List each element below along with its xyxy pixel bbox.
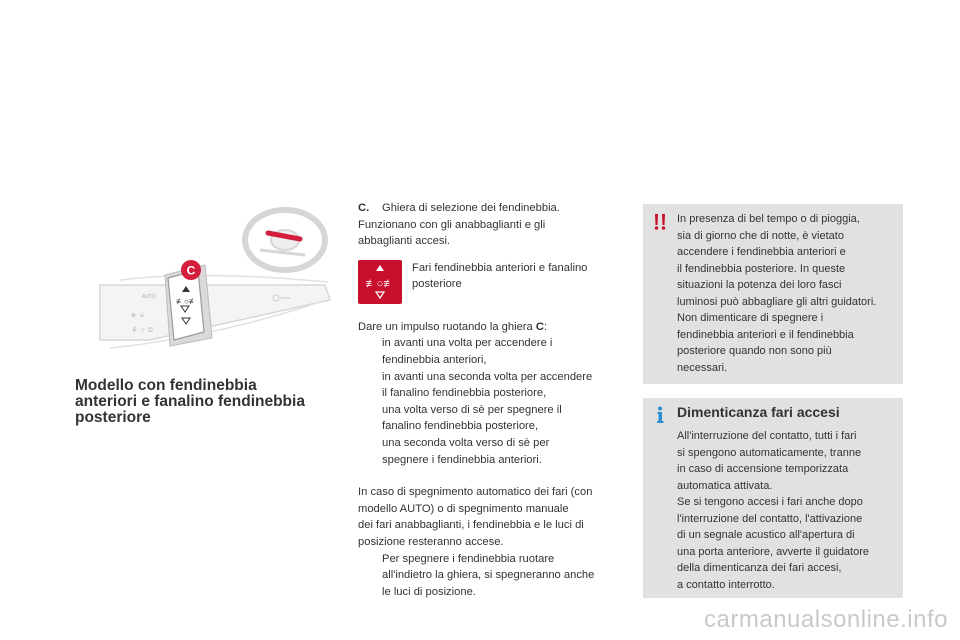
callout-c-label: C [186, 263, 196, 278]
fog-symbol-line: posteriore [412, 278, 462, 291]
list-item: in avanti una volta per accendere i fendinebbia anteriori, [382, 337, 553, 366]
info-box [643, 398, 903, 598]
list-item: una volta verso di sè per spegnere il fanalino fendinebbia posteriore, [382, 403, 562, 433]
impulse-key: C [535, 320, 544, 333]
watermark: carmanualsonline.info [704, 606, 948, 633]
svg-text:≢○ ≣: ≢○ ≣ [132, 325, 154, 334]
ring-desc-line: Ghiera di selezione dei fendinebbia. [382, 202, 560, 214]
section-title-line: posteriore [75, 409, 151, 426]
stalk-illustration [90, 200, 340, 380]
section-title-line: anteriori e fanalino fendinebbia [75, 393, 305, 410]
fog-symbol-description [412, 260, 587, 293]
section-title [75, 378, 335, 426]
instructions-column [358, 200, 620, 600]
svg-text:☀︎ ≡: ☀︎ ≡ [130, 311, 145, 320]
list-item: Per spegnere i fendinebbia ruotare all'indietro la ghiera, si spegneranno anche le luci di posizione. [382, 552, 595, 598]
warning-text: In presenza di bel tempo o di pioggia, sia di giorno che di notte, è vietato accendere i fendinebbia anteriori e il fendinebbia posteriore. In queste situazioni la potenza dei loro fasci luminosi può abbagliare gli altri guidatori. Non dimenticare di spegnere i fendinebbia anteriori e il fendinebbia posteriore quando non sono più necessari. [677, 213, 877, 374]
auto-label: AUTO [142, 294, 156, 300]
svg-text:≢○≢: ≢○≢ [176, 297, 197, 306]
info-icon [650, 405, 670, 425]
info-box-title: Dimenticanza fari accesi [677, 404, 840, 420]
ring-description [358, 200, 620, 250]
auto-off-paragraph: In caso di spegnimento automatico dei fari (con modello AUTO) o di spegnimento manuale dei fari anabbaglianti, i fendinebbia e le luci di posizione resteranno accese. [358, 486, 593, 548]
info-text: All'interruzione del contatto, tutti i fari si spengono automaticamente, tranne in caso di accensione temporizzata automatica attivata. Se si tengono accesi i fari anche dopo l'interruzione del contatto, l'attivazione di un segnale acustico all'apertura di una porta anteriore, avverte il guidatore della dimenticanza dei fari accesi, a contatto interrotto. [677, 430, 870, 591]
warning-box [643, 204, 903, 384]
impulse-list [358, 335, 620, 468]
svg-text:≢○≢: ≢○≢ [365, 277, 395, 290]
front-and-rear-fog-lamp-icon [358, 260, 402, 304]
fog-symbol-line: Fari fendinebbia anteriori e fanalino [412, 261, 588, 274]
ring-desc-line: abbaglianti accesi. [358, 235, 451, 248]
exclamation-icon [650, 212, 670, 232]
impulse-intro: Dare un impulso ruotando la ghiera C: [358, 320, 548, 333]
ring-key-label: C. [358, 202, 370, 214]
stalk-drawing [90, 200, 340, 380]
list-item: in avanti una seconda volta per accendere il fanalino fendinebbia posteriore, [382, 370, 593, 400]
ring-desc-line: Funzionano con gli anabbaglianti e gli [358, 218, 546, 231]
list-item: una seconda volta verso di sè per spegnere i fendinebbia anteriori. [382, 436, 550, 466]
fog-symbol-row [358, 260, 620, 304]
section-title-line: Modello con fendinebbia [75, 377, 257, 394]
auto-off-list [358, 551, 620, 601]
